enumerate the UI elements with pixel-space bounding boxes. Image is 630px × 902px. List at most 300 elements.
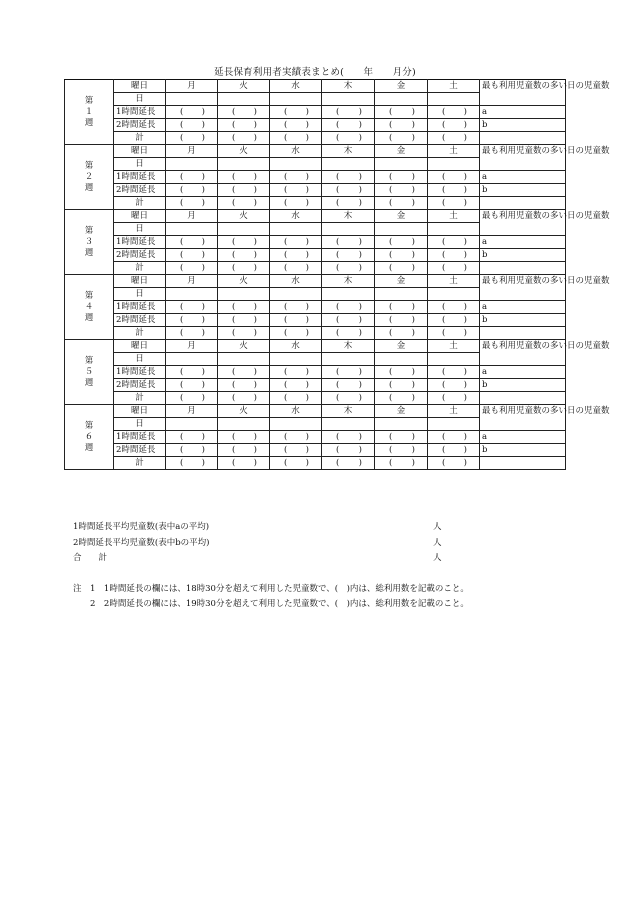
count-cell[interactable] (428, 262, 480, 275)
paren-close: ) (253, 185, 257, 195)
count-cell[interactable] (166, 184, 218, 197)
paren-open: ( (284, 445, 288, 455)
row-label-total: 計 (114, 392, 166, 405)
count-cell[interactable] (218, 314, 270, 327)
date-cell[interactable] (218, 93, 270, 106)
date-cell[interactable] (218, 418, 270, 431)
paren-close: ) (358, 432, 362, 442)
date-cell[interactable] (375, 158, 428, 171)
count-cell[interactable] (375, 431, 428, 444)
date-cell[interactable] (218, 158, 270, 171)
date-cell[interactable] (218, 353, 270, 366)
day-of-week-header: 金 (375, 145, 428, 158)
count-cell[interactable] (428, 392, 480, 405)
extension-1h-row (65, 366, 566, 379)
paren-close: ) (305, 185, 309, 195)
row-label-day: 曜日 (114, 340, 166, 353)
paren-open: ( (336, 367, 340, 377)
date-cell[interactable] (166, 158, 218, 171)
date-cell[interactable] (322, 93, 375, 106)
paren-open: ( (336, 198, 340, 208)
count-cell[interactable] (270, 431, 322, 444)
date-cell[interactable] (428, 353, 480, 366)
week-label (65, 275, 114, 340)
paren-open: ( (389, 107, 393, 117)
extension-2h-row (65, 249, 566, 262)
paren-close: ) (201, 250, 205, 260)
paren-close: ) (201, 185, 205, 195)
week-header-row (65, 340, 566, 353)
paren-close: ) (253, 458, 257, 468)
max-value-cell[interactable]: a (480, 431, 566, 444)
row-label-day: 曜日 (114, 145, 166, 158)
count-cell[interactable] (270, 236, 322, 249)
paren-open: ( (442, 302, 446, 312)
summary-line (73, 536, 442, 548)
count-cell[interactable] (375, 457, 428, 470)
paren-open: ( (442, 133, 446, 143)
extension-2h-row (65, 184, 566, 197)
count-cell[interactable] (428, 106, 480, 119)
paren-open: ( (336, 458, 340, 468)
count-cell[interactable] (375, 184, 428, 197)
date-cell[interactable] (428, 288, 480, 301)
paren-close: ) (463, 432, 467, 442)
paren-open: ( (284, 250, 288, 260)
paren-open: ( (232, 445, 236, 455)
count-cell[interactable] (270, 197, 322, 210)
paren-open: ( (232, 302, 236, 312)
max-value-cell[interactable]: b (480, 444, 566, 457)
count-cell[interactable] (428, 184, 480, 197)
row-label-ext1: 1時間延長 (114, 366, 166, 379)
day-of-week-header: 木 (322, 145, 375, 158)
count-cell[interactable] (428, 457, 480, 470)
max-value-cell[interactable]: a (480, 236, 566, 249)
max-value-cell[interactable]: a (480, 301, 566, 314)
paren-open: ( (232, 380, 236, 390)
day-of-week-header: 水 (270, 80, 322, 93)
week-label (65, 145, 114, 210)
paren-open: ( (232, 237, 236, 247)
date-cell[interactable] (428, 158, 480, 171)
paren-close: ) (358, 250, 362, 260)
paren-close: ) (305, 445, 309, 455)
date-cell[interactable] (322, 223, 375, 236)
max-value-cell[interactable]: b (480, 119, 566, 132)
paren-open: ( (336, 237, 340, 247)
paren-open: ( (232, 432, 236, 442)
count-cell[interactable] (166, 392, 218, 405)
count-cell[interactable] (218, 262, 270, 275)
date-cell[interactable] (375, 418, 428, 431)
count-cell[interactable] (428, 197, 480, 210)
extension-2h-row (65, 314, 566, 327)
date-cell[interactable] (375, 93, 428, 106)
paren-open: ( (180, 458, 184, 468)
paren-close: ) (411, 380, 415, 390)
max-value-cell[interactable]: b (480, 184, 566, 197)
paren-close: ) (463, 133, 467, 143)
paren-open: ( (442, 328, 446, 338)
count-cell[interactable] (166, 171, 218, 184)
count-cell[interactable] (218, 366, 270, 379)
paren-close: ) (411, 133, 415, 143)
paren-close: ) (201, 380, 205, 390)
count-cell[interactable] (218, 301, 270, 314)
count-cell[interactable] (270, 119, 322, 132)
count-cell[interactable] (428, 119, 480, 132)
count-cell[interactable] (375, 197, 428, 210)
count-cell[interactable] (270, 457, 322, 470)
count-cell[interactable] (375, 327, 428, 340)
paren-close: ) (201, 315, 205, 325)
date-cell[interactable] (322, 353, 375, 366)
paren-close: ) (201, 172, 205, 182)
count-cell[interactable] (166, 444, 218, 457)
paren-close: ) (358, 315, 362, 325)
count-cell[interactable] (166, 379, 218, 392)
count-cell[interactable] (375, 119, 428, 132)
paren-open: ( (336, 315, 340, 325)
paren-open: ( (389, 315, 393, 325)
count-cell[interactable] (270, 184, 322, 197)
paren-open: ( (389, 263, 393, 273)
count-cell[interactable] (166, 301, 218, 314)
date-cell[interactable] (270, 223, 322, 236)
count-cell[interactable] (375, 366, 428, 379)
paren-open: ( (442, 185, 446, 195)
count-cell[interactable] (375, 262, 428, 275)
day-of-week-header: 金 (375, 80, 428, 93)
count-cell[interactable] (270, 314, 322, 327)
date-cell[interactable] (270, 418, 322, 431)
date-cell[interactable] (166, 93, 218, 106)
count-cell[interactable] (218, 392, 270, 405)
count-cell[interactable] (322, 301, 375, 314)
paren-open: ( (180, 250, 184, 260)
max-value-cell[interactable]: a (480, 171, 566, 184)
extension-2h-row (65, 379, 566, 392)
max-value-cell[interactable]: b (480, 314, 566, 327)
paren-open: ( (284, 172, 288, 182)
count-cell[interactable] (322, 119, 375, 132)
max-children-header: 最も利用児童数の多い日の児童数 (480, 340, 566, 366)
date-cell[interactable] (166, 223, 218, 236)
paren-open: ( (389, 120, 393, 130)
day-of-week-header: 火 (218, 80, 270, 93)
count-cell[interactable] (166, 236, 218, 249)
row-label-total: 計 (114, 132, 166, 145)
count-cell[interactable] (218, 132, 270, 145)
count-cell[interactable] (166, 431, 218, 444)
count-cell[interactable] (428, 327, 480, 340)
count-cell[interactable] (322, 457, 375, 470)
paren-close: ) (253, 328, 257, 338)
paren-open: ( (284, 133, 288, 143)
date-cell[interactable] (322, 158, 375, 171)
count-cell[interactable] (322, 327, 375, 340)
count-cell[interactable] (166, 197, 218, 210)
count-cell[interactable] (428, 301, 480, 314)
max-value-cell[interactable]: a (480, 106, 566, 119)
count-cell[interactable] (166, 132, 218, 145)
paren-open: ( (180, 263, 184, 273)
count-cell[interactable] (322, 236, 375, 249)
max-children-header: 最も利用児童数の多い日の児童数 (480, 405, 566, 431)
paren-close: ) (358, 445, 362, 455)
paren-close: ) (411, 302, 415, 312)
count-cell[interactable] (375, 301, 428, 314)
paren-close: ) (411, 367, 415, 377)
count-cell[interactable] (322, 171, 375, 184)
day-of-week-header: 月 (166, 340, 218, 353)
count-cell[interactable] (270, 301, 322, 314)
count-cell[interactable] (270, 366, 322, 379)
max-value-cell[interactable]: a (480, 366, 566, 379)
count-cell[interactable] (218, 457, 270, 470)
count-cell[interactable] (270, 132, 322, 145)
count-cell[interactable] (218, 431, 270, 444)
date-cell[interactable] (428, 223, 480, 236)
day-of-week-header: 木 (322, 210, 375, 223)
count-cell[interactable] (218, 184, 270, 197)
paren-open: ( (442, 315, 446, 325)
paren-close: ) (411, 328, 415, 338)
paren-close: ) (358, 172, 362, 182)
paren-open: ( (180, 315, 184, 325)
count-cell[interactable] (428, 132, 480, 145)
paren-close: ) (305, 432, 309, 442)
row-label-ext1: 1時間延長 (114, 236, 166, 249)
day-of-week-header: 火 (218, 405, 270, 418)
date-cell[interactable] (375, 353, 428, 366)
extension-2h-row (65, 119, 566, 132)
paren-close: ) (305, 380, 309, 390)
count-cell[interactable] (270, 171, 322, 184)
paren-close: ) (305, 133, 309, 143)
date-cell[interactable] (270, 288, 322, 301)
day-of-week-header: 水 (270, 210, 322, 223)
count-cell[interactable] (218, 327, 270, 340)
count-cell[interactable] (166, 457, 218, 470)
count-cell[interactable] (322, 379, 375, 392)
paren-close: ) (411, 315, 415, 325)
count-cell[interactable] (218, 249, 270, 262)
paren-open: ( (180, 237, 184, 247)
paren-close: ) (305, 263, 309, 273)
max-children-header: 最も利用児童数の多い日の児童数 (480, 275, 566, 301)
count-cell[interactable] (218, 379, 270, 392)
date-cell[interactable] (270, 93, 322, 106)
date-cell[interactable] (322, 288, 375, 301)
count-cell[interactable] (428, 314, 480, 327)
count-cell[interactable] (322, 444, 375, 457)
count-cell[interactable] (375, 132, 428, 145)
count-cell[interactable] (322, 106, 375, 119)
count-cell[interactable] (166, 249, 218, 262)
paren-close: ) (463, 328, 467, 338)
day-of-week-header: 水 (270, 275, 322, 288)
paren-open: ( (284, 302, 288, 312)
paren-close: ) (358, 367, 362, 377)
summary-unit: 人 (433, 538, 442, 548)
paren-open: ( (232, 185, 236, 195)
paren-close: ) (358, 107, 362, 117)
paren-open: ( (336, 393, 340, 403)
date-cell[interactable] (166, 353, 218, 366)
date-cell[interactable] (270, 158, 322, 171)
count-cell[interactable] (166, 106, 218, 119)
count-cell[interactable] (218, 171, 270, 184)
count-cell[interactable] (166, 314, 218, 327)
paren-close: ) (305, 107, 309, 117)
paren-close: ) (253, 198, 257, 208)
paren-open: ( (284, 380, 288, 390)
count-cell[interactable] (428, 249, 480, 262)
paren-open: ( (389, 328, 393, 338)
count-cell[interactable] (322, 366, 375, 379)
date-cell[interactable] (218, 223, 270, 236)
paren-open: ( (180, 133, 184, 143)
paren-close: ) (463, 198, 467, 208)
paren-open: ( (180, 302, 184, 312)
count-cell[interactable] (270, 444, 322, 457)
row-label-ext1: 1時間延長 (114, 106, 166, 119)
count-cell[interactable] (428, 236, 480, 249)
paren-open: ( (284, 198, 288, 208)
count-cell[interactable] (322, 249, 375, 262)
footnote: 2 2時間延長の欄には、19時30分を超えて利用した児童数で、( )内は、総利用数を記載のこと。 (73, 599, 469, 609)
paren-open: ( (336, 120, 340, 130)
count-cell[interactable] (428, 379, 480, 392)
count-cell[interactable] (218, 444, 270, 457)
paren-close: ) (411, 445, 415, 455)
date-cell[interactable] (428, 93, 480, 106)
day-of-week-header: 月 (166, 405, 218, 418)
count-cell[interactable] (270, 262, 322, 275)
count-cell[interactable] (375, 249, 428, 262)
count-cell[interactable] (218, 236, 270, 249)
count-cell[interactable] (270, 327, 322, 340)
count-cell[interactable] (322, 184, 375, 197)
date-cell[interactable] (322, 418, 375, 431)
count-cell[interactable] (218, 106, 270, 119)
paren-open: ( (284, 458, 288, 468)
count-cell[interactable] (270, 379, 322, 392)
paren-open: ( (232, 133, 236, 143)
day-of-week-header: 月 (166, 275, 218, 288)
count-cell[interactable] (270, 249, 322, 262)
week-header-row (65, 275, 566, 288)
count-cell[interactable] (322, 197, 375, 210)
day-of-week-header: 月 (166, 210, 218, 223)
count-cell[interactable] (375, 236, 428, 249)
count-cell[interactable] (375, 106, 428, 119)
count-cell[interactable] (375, 171, 428, 184)
date-cell[interactable] (428, 418, 480, 431)
row-label-day: 曜日 (114, 275, 166, 288)
count-cell[interactable] (166, 366, 218, 379)
max-value-cell[interactable]: b (480, 249, 566, 262)
paren-open: ( (442, 263, 446, 273)
paren-open: ( (442, 445, 446, 455)
day-of-week-header: 木 (322, 405, 375, 418)
count-cell[interactable] (270, 106, 322, 119)
week-label (65, 340, 114, 405)
count-cell[interactable] (428, 366, 480, 379)
count-cell[interactable] (322, 132, 375, 145)
day-of-week-header: 木 (322, 80, 375, 93)
extension-2h-row (65, 444, 566, 457)
week-label (65, 80, 114, 145)
total-row (65, 457, 566, 470)
paren-open: ( (284, 432, 288, 442)
count-cell[interactable] (270, 392, 322, 405)
paren-close: ) (253, 250, 257, 260)
paren-close: ) (358, 120, 362, 130)
count-cell[interactable] (322, 392, 375, 405)
count-cell[interactable] (322, 262, 375, 275)
paren-open: ( (389, 458, 393, 468)
row-label-ext2: 2時間延長 (114, 379, 166, 392)
count-cell[interactable] (218, 119, 270, 132)
paren-close: ) (411, 107, 415, 117)
count-cell[interactable] (166, 327, 218, 340)
summary-label: 合 計 (73, 553, 108, 563)
row-label-ext1: 1時間延長 (114, 301, 166, 314)
count-cell[interactable] (322, 314, 375, 327)
paren-open: ( (232, 250, 236, 260)
count-cell[interactable] (218, 197, 270, 210)
count-cell[interactable] (375, 444, 428, 457)
paren-open: ( (232, 198, 236, 208)
paren-open: ( (180, 445, 184, 455)
date-cell[interactable] (166, 418, 218, 431)
paren-close: ) (463, 302, 467, 312)
paren-open: ( (336, 432, 340, 442)
date-cell[interactable] (375, 288, 428, 301)
count-cell[interactable] (428, 444, 480, 457)
count-cell[interactable] (428, 171, 480, 184)
date-cell[interactable] (270, 353, 322, 366)
max-children-header: 最も利用児童数の多い日の児童数 (480, 145, 566, 171)
paren-close: ) (463, 263, 467, 273)
max-value-cell[interactable]: b (480, 379, 566, 392)
count-cell[interactable] (375, 379, 428, 392)
count-cell[interactable] (166, 262, 218, 275)
count-cell[interactable] (428, 431, 480, 444)
count-cell[interactable] (322, 431, 375, 444)
count-cell[interactable] (375, 314, 428, 327)
empty-cell (480, 197, 566, 210)
date-cell[interactable] (166, 288, 218, 301)
paren-close: ) (305, 315, 309, 325)
day-of-week-header: 土 (428, 405, 480, 418)
empty-cell (480, 262, 566, 275)
paren-close: ) (358, 380, 362, 390)
paren-close: ) (201, 263, 205, 273)
date-cell[interactable] (375, 223, 428, 236)
paren-close: ) (305, 237, 309, 247)
date-cell[interactable] (218, 288, 270, 301)
count-cell[interactable] (166, 119, 218, 132)
week-label-text: 第２週 (84, 160, 94, 193)
row-label-day: 曜日 (114, 80, 166, 93)
paren-close: ) (463, 458, 467, 468)
count-cell[interactable] (375, 392, 428, 405)
row-label-day: 曜日 (114, 210, 166, 223)
